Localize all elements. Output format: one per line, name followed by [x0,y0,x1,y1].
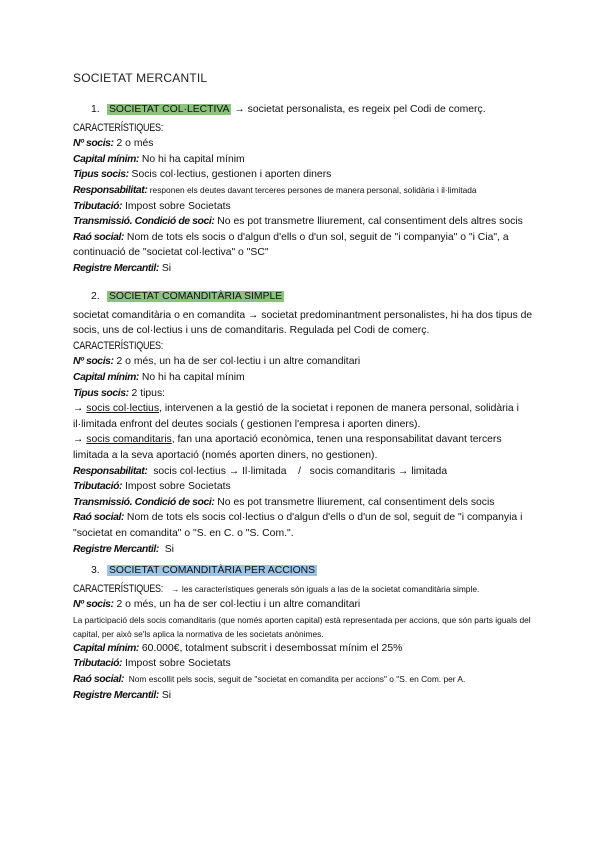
section-intro: societat comanditària o en comandita → societat predominantment personalistes, hi ha dos tipus de socis, uns de col·lectius i uns de comanditaris. Regulada pel Codi de comerç. [73,309,533,337]
field-responsabilitat [73,183,533,199]
field-rao-social [73,510,533,541]
field-label: Nº socis: [73,138,114,150]
field-value: 2 o més [113,138,154,150]
field-registre [73,542,533,558]
field-label: Raó social: [73,231,125,243]
field-socis [73,136,533,152]
field-label: Transmissió. Condició de soci: [73,216,215,228]
field-value: 2 o més, un ha de ser col·lectiu i un altre comanditari [113,356,361,368]
field-value: Si [158,262,172,274]
list-number: 1. [91,104,100,115]
field-value: Nom de tots els socis col·lectius o d'algun d'ells o d'un de sol, seguit de "i companyia i "societat en comandita" o "S. en C. o "S. Com.". [73,512,523,539]
field-label: Transmissió. Condició de soci: [73,496,215,508]
field-registre [73,688,533,704]
participation-note: La participació dels socis comanditaris (que només aporten capital) està representada per accions, que són parts iguals del capital, per això se'ls aplica la normativa de les societats anònimes. [73,614,531,639]
section-heading [73,102,533,118]
field-label: Responsabilitat: [73,184,148,196]
field-label: Registre Mercantil: [73,262,159,274]
field-value: socis col·lectius → Il·limitada / socis comanditaris → limitada [147,465,448,477]
document-title: SOCIETAT MERCANTIL [73,71,208,85]
section-comanditaria-per-accions [73,563,533,703]
field-value: No hi ha capital mínim [139,371,245,383]
field-label: Tipus socis: [73,169,129,181]
field-tipus [73,386,533,402]
characteristics-row [73,582,533,598]
section-heading [73,563,533,579]
arrow-icon: → [73,434,87,446]
field-transmissio [73,495,533,511]
term-description: , intervenen a la gestió de la societat i reponen de manera personal, solidària i il·limitada enfront del deutes socials ( gestionen l'empresa i aporten diners). [73,403,519,430]
field-rao-social [73,230,533,261]
field-value: responen els deutes davant terceres persones de manera personal, solidària i il·limitada [147,184,477,195]
list-number: 3. [91,565,100,576]
field-value: Impost sobre Societats [122,481,231,493]
field-socis [73,597,533,613]
field-value: 2 tipus: [128,387,166,399]
characteristics-label: CARACTERÍSTIQUES: [73,339,164,352]
term: socis comanditaris [86,434,172,446]
field-capital [73,152,533,168]
field-value: Si [158,543,174,555]
field-label: Registre Mercantil: [73,543,159,555]
field-label: Capital mínim: [73,153,139,165]
characteristics-label: CARACTERÍSTIQUES: [73,582,164,595]
field-tipus [73,167,533,183]
field-tributacio [73,199,533,215]
field-label: Nº socis: [73,599,114,611]
section-heading [73,289,533,305]
field-label: Capital mínim: [73,371,139,383]
field-responsabilitat [73,464,533,480]
heading-highlight: SOCIETAT COMANDITÀRIA PER ACCIONS [109,565,316,576]
field-rao-social [73,672,533,688]
field-tributacio [73,656,533,672]
field-registre [73,261,533,277]
heading-highlight: SOCIETAT COL·LECTIVA [109,104,230,115]
arrow-icon: → [73,403,87,415]
section-societat-collectiva [73,102,533,277]
characteristics-note: → les característiques generals són iguals a las de la societat comanditària simple. [168,583,480,594]
field-label: Responsabilitat: [73,465,148,477]
field-value: No es pot transmetre lliurement, cal consentiment dels altres socis [214,216,523,228]
field-value: No es pot transmetre lliurement, cal consentiment dels socis [214,496,495,508]
field-socis [73,354,533,370]
field-label: Tributació: [73,481,123,493]
field-tributacio [73,479,533,495]
field-label: Tributació: [73,200,123,212]
list-item-socis-collectius [73,401,533,432]
heading-description: → societat personalista, es regeix pel Codi de comerç. [231,104,486,115]
field-value: 60.000€, totalment subscrit i desembossat mínim el 25% [139,642,403,654]
term-description: , fan una aportació econòmica, tenen una responsabilitat davant tercers limitada a la seva aportació (només aporten diners, no gestionen). [73,434,502,461]
field-capital [73,641,533,657]
field-value: Impost sobre Societats [122,200,231,212]
field-value: Nom de tots els socis o d'algun d'ells o d'un sol, seguit de "i companyia" o "i Cia", a continuació de "societat col·lectiva" o "SC" [73,231,509,259]
section-comanditaria-simple [73,289,533,557]
field-label: Capital mínim: [73,642,139,654]
heading-highlight: SOCIETAT COMANDITÀRIA SIMPLE [109,291,283,302]
field-value: Socis col·lectius, gestionen i aporten diners [128,169,332,181]
field-transmissio [73,214,533,230]
field-label: Nº socis: [73,356,114,368]
field-label: Raó social: [73,512,125,524]
field-label: Raó social: [73,673,125,685]
field-value: 2 o més, un ha de ser col·lectiu i un altre comanditari [113,599,361,611]
field-label: Tributació: [73,658,123,670]
field-value: No hi ha capital mínim [139,153,245,165]
field-label: Registre Mercantil: [73,689,159,701]
list-item-socis-comanditaris [73,432,533,463]
field-capital [73,370,533,386]
field-value: Si [158,689,172,701]
characteristics-label: CARACTERÍSTIQUES: [73,121,164,134]
field-value: Nom escollit pels socis, seguit de "societat en comandita per accions" o "S. en Com. per A. [124,673,466,684]
field-label: Tipus socis: [73,387,129,399]
term: socis col·lectius [86,403,160,415]
list-number: 2. [91,291,100,302]
field-value: Impost sobre Societats [122,658,231,670]
